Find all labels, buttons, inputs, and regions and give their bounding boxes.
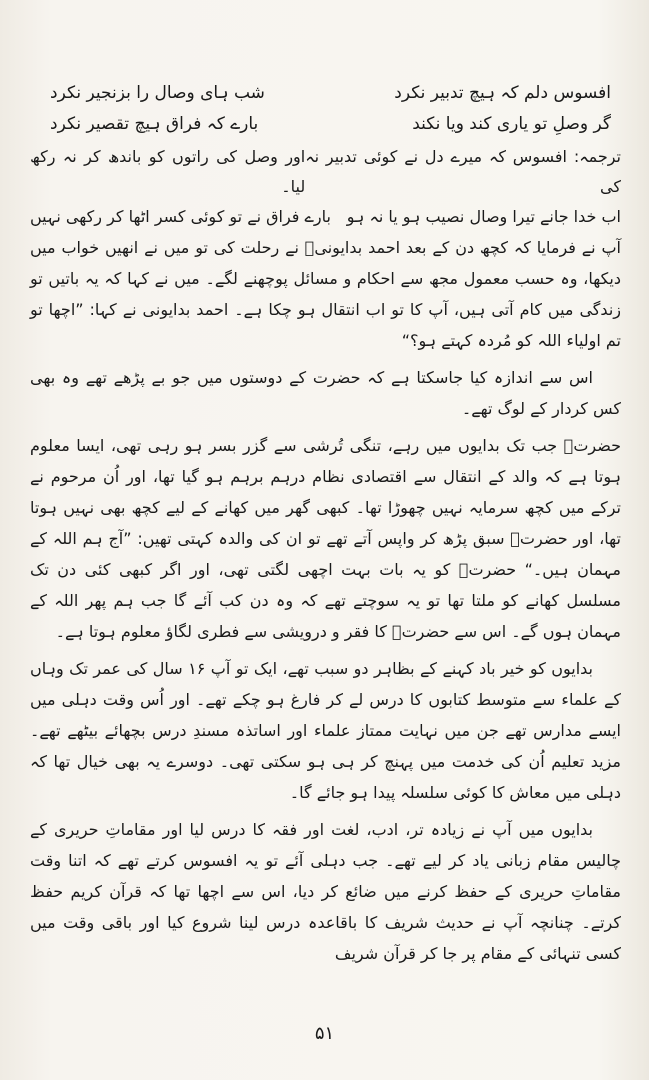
paragraph-3: حضرتؒ جب تک بدایوں میں رہے، تنگی تُرشی سے گزر بسر ہو رہی تھی، ایسا معلوم ہوتا ہے کہ والد کے انتقال سے اقتصادی نظام درہم برہم ہو گیا تھا، اور اُن مرحوم نے ترکے میں کچھ سرمایہ نہیں چھوڑا تھا۔ کبھی گھر میں کھانے کے لیے کچھ بھی نہیں ہوتا تھا، اور حضرتؒ سبق پڑھ کر واپس آتے تھے تو ان کی والدہ کہتی تھیں: ”آج ہم اللہ کے مہمان ہیں۔“ حضرتؒ کو یہ بات بہت اچھی لگتی تھی، اور اگر کبھی کئی دن تک مسلسل کھانے کو ملتا تھا تو یہ سوچتے تھے کہ وہ دن کب آئے گا جب ہم پھر اللہ کے مہمان ہوں گے۔ اس سے حضرتؒ کا فقر و درویشی سے فطری لگاؤ معلوم ہوتا ہے۔ — [30, 436, 621, 641]
translation-line-1-left: اور وصل کی راتوں کو باندھ کر نہ رکھ لیا۔ — [30, 147, 306, 196]
translation-line-2-left: بارے فراق نے تو کوئی کسر اٹھا کر رکھی نہیں — [30, 207, 331, 226]
paragraph-2: اس سے اندازہ کیا جاسکتا ہے کہ حضرت کے دوستوں میں جو بے پڑھے تھے وہ بھی کس کردار کے لوگ تھے۔ — [30, 368, 621, 418]
verse-translation — [30, 142, 621, 232]
verse-right-2: گر وصلِ تو یاری کند ویا نکند — [412, 114, 611, 134]
translation-line-2-right: اب خدا جانے تیرا وصال نصیب ہو یا نہ ہو — [346, 207, 621, 226]
verse-left-2: بارے کہ فراق ہیچ تقصیر نکرد — [50, 114, 259, 134]
paragraph-1: آپ نے فرمایا کہ کچھ دن کے بعد احمد بدایونیؒ نے رحلت کی تو میں نے انھیں خواب میں دیکھا، وہ حسب معمول مجھ سے احکام و مسائل پوچھنے لگے۔ میں نے کہا کہ یہ باتیں تو زندگی میں کام آتی ہیں، آپ کا تو اب انتقال ہو چکا ہے۔ احمد بدایونی نے کہا: ”اچھا تو تم اولیاء اللہ کو مُردہ کہتے ہو؟“ — [30, 238, 621, 350]
paragraph-4: بدایوں کو خیر باد کہنے کے بظاہر دو سبب تھے، ایک تو آپ ۱۶ سال کی عمر تک وہاں کے علماء سے متوسط کتابوں کا درس لے کر فارغ ہو چکے تھے۔ اور اُس وقت دہلی میں ایسے مدارس تھے جن میں نہایت ممتاز علماء اور اساتذہ مسندِ درس بچھائے بیٹھے تھے۔ مزید تعلیم اُن کی خدمت میں پہنچ کر ہی ہو سکتی تھی۔ دوسرے یہ بھی خیال تھا کہ دہلی میں معاش کا کوئی سلسلہ پیدا ہو جائے گا۔ — [30, 659, 621, 802]
verse-left-1: شب ہای وصال را بزنجیر نکرد — [50, 83, 265, 103]
page-number: ۵۱ — [314, 1023, 335, 1044]
verse-right-1: افسوس دلم کہ ہیچ تدبیر نکرد — [394, 83, 611, 103]
persian-verses — [50, 78, 611, 140]
page-text — [30, 78, 621, 969]
translation-line-1-right: ترجمہ: افسوس کہ میرے دل نے کوئی تدبیر نہ کی — [305, 147, 621, 196]
paragraph-5: بدایوں میں آپ نے زیادہ تر، ادب، لغت اور فقہ کا درس لیا اور مقاماتِ حریری کے چالیس مقام زبانی یاد کر لیے تھے۔ جب دہلی آئے تو یہ افسوس کرتے تھے کہ اتنا وقت مقاماتِ حریری کے حفظ کرنے میں ضائع کر دیا، اس سے اچھا تھا کہ قرآن کریم حفظ کرتے۔ چنانچہ آپ نے حدیث شریف کا باقاعدہ درس لینا شروع کیا اور باقی وقت میں کسی تنہائی کے مقام پر جا کر قرآن شریف — [30, 820, 621, 963]
